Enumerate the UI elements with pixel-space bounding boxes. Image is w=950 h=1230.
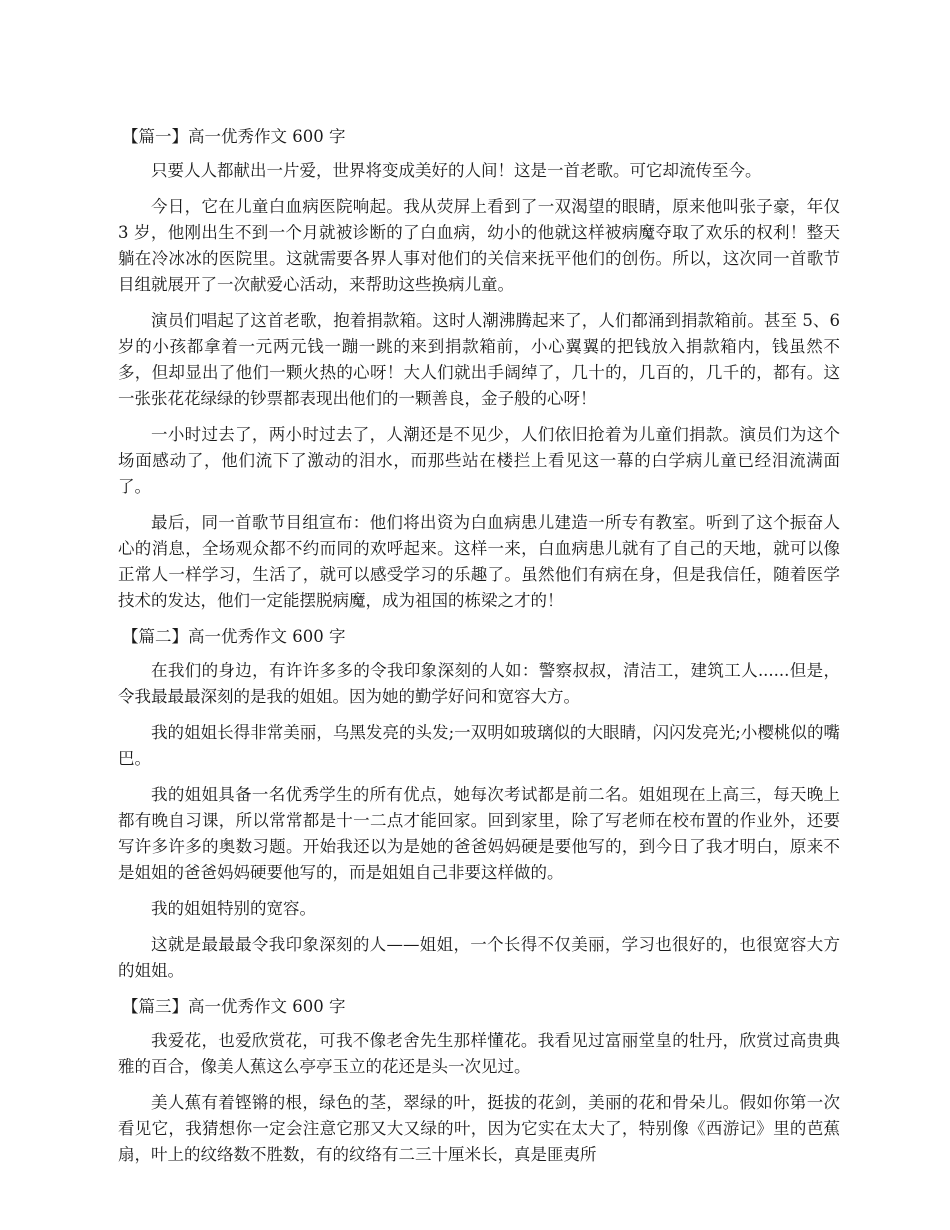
section-2 — [118, 624, 840, 984]
section-title: 【篇三】高一优秀作文 600 字 — [122, 997, 346, 1016]
paragraph: 我的姐姐长得非常美丽，乌黑发亮的头发;一双明如玻璃似的大眼睛，闪闪发亮光;小樱桃似的嘴巴。 — [118, 723, 840, 768]
paragraph: 今日，它在儿童白血病医院响起。我从荧屏上看到了一双渴望的眼睛，原来他叫张子豪，年仅 3 岁，他刚出生不到一个月就被诊断的了白血病，幼小的他就这样被病魔夺取了欢乐的权利！整天躺在冷冰冰的医院里。这就需要各界人事对他们的关信来抚平他们的创伤。所以，这次同一首歌节目组就展开了一次献爱心活动，来帮助这些换病儿童。 — [118, 197, 840, 294]
paragraph: 最后，同一首歌节目组宣布：他们将出资为白血病患儿建造一所专有教室。听到了这个振奋人心的消息，全场观众都不约而同的欢呼起来。这样一来，白血病患儿就有了自己的天地，就可以像正常人一样学习，生活了，就可以感受学习的乐趣了。虽然他们有病在身，但是我信任，随着医学技术的发达，他们一定能摆脱病魔，成为祖国的栋梁之才的！ — [118, 513, 840, 610]
document-page — [118, 124, 840, 1178]
paragraph: 只要人人都献出一片爱，世界将变成美好的人间！这是一首老歌。可它却流传至今。 — [151, 161, 762, 180]
paragraph: 我爱花，也爱欣赏花，可我不像老舍先生那样懂花。我看见过富丽堂皇的牡丹，欣赏过高贵典雅的百合，像美人蕉这么亭亭玉立的花还是头一次见过。 — [118, 1031, 840, 1076]
section-1 — [118, 124, 840, 614]
paragraph: 这就是最最最令我印象深刻的人——姐姐，一个长得不仅美丽，学习也很好的，也很宽容大方的姐姐。 — [118, 935, 840, 980]
paragraph: 我的姐姐特别的宽容。 — [151, 899, 316, 918]
paragraph: 我的姐姐具备一名优秀学生的所有优点，她每次考试都是前二名。姐姐现在上高三，每天晚上都有晚自习课，所以常常都是十一二点才能回家。回到家里，除了写老师在校布置的作业外，还要写许多许多的奥数习题。开始我还以为是她的爸爸妈妈硬是要他写的，到今日了我才明白，原来不是姐姐的爸爸妈妈硬要他写的，而是姐姐自己非要这样做的。 — [118, 785, 840, 882]
paragraph: 美人蕉有着铿锵的根，绿色的茎，翠绿的叶，挺拔的花剑，美丽的花和骨朵儿。假如你第一次看见它，我猜想你一定会注意它那又大又绿的叶，因为它实在太大了，特别像《西游记》里的芭蕉扇，叶上的纹络数不胜数，有的纹络有二三十厘米长，真是匪夷所 — [118, 1093, 840, 1164]
section-3 — [118, 994, 840, 1168]
section-title: 【篇二】高一优秀作文 600 字 — [122, 627, 346, 646]
paragraph: 在我们的身边，有许许多多的令我印象深刻的人如：警察叔叔，清洁工，建筑工人......但是，令我最最最深刻的是我的姐姐。因为她的勤学好问和宽容大方。 — [118, 661, 840, 706]
paragraph: 演员们唱起了这首老歌，抱着捐款箱。这时人潮沸腾起来了，人们都涌到捐款箱前。甚至 5、6 岁的小孩都拿着一元两元钱一蹦一跳的来到捐款箱前，小心翼翼的把钱放入捐款箱内，钱虽然不多，但却显出了他们一颗火热的心呀！大人们就出手阔绰了，几十的，几百的，几千的，都有。这一张张花花绿绿的钞票都表现出他们的一颗善良，金子般的心呀！ — [118, 311, 840, 408]
paragraph: 一小时过去了，两小时过去了，人潮还是不见少，人们依旧抢着为儿童们捐款。演员们为这个场面感动了，他们流下了激动的泪水，而那些站在楼拦上看见这一幕的白学病儿童已经泪流满面了。 — [118, 425, 840, 496]
section-title: 【篇一】高一优秀作文 600 字 — [122, 127, 346, 146]
